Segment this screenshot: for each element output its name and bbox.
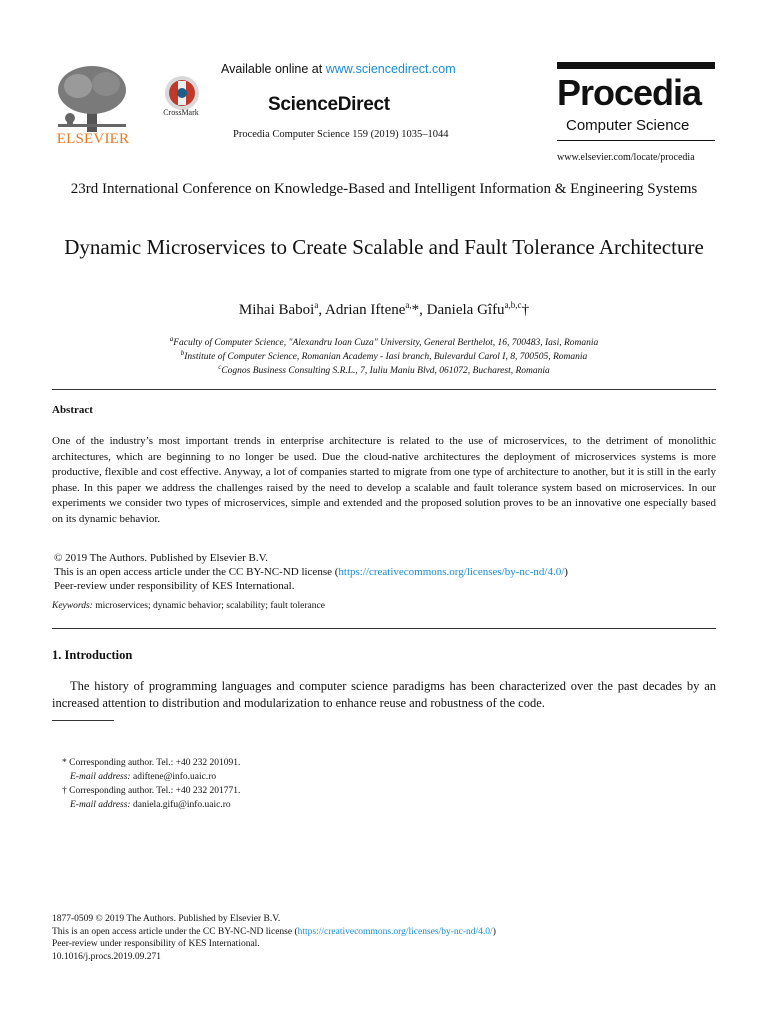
peer-review-line: Peer-review under responsibility of KES International. (54, 580, 295, 592)
license-suffix: ) (492, 926, 496, 937)
keywords-value: microservices; dynamic behavior; scalability; fault tolerance (92, 601, 325, 611)
publication-info (52, 913, 496, 963)
footnote-email-2 (70, 799, 231, 811)
license-prefix: This is an open access article under the CC BY-NC-ND license ( (52, 926, 298, 937)
keywords-line (52, 601, 325, 611)
email-value[interactable]: adiftene@info.uaic.ro (130, 772, 217, 782)
affiliation-text: Cognos Business Consulting S.R.L., 7, Iuliu Maniu Blvd, 061072, Bucharest, Romania (221, 366, 550, 377)
affiliation-sup: b (180, 349, 185, 357)
journal-name: Procedia (557, 72, 702, 113)
affiliation-text: Faculty of Computer Science, "Alexandru Ioan Cuza" University, General Berthelot, 16, 700483, Iasi, Romania (173, 338, 599, 349)
author-affil-sup: a,b,c (504, 300, 522, 310)
bottom-peer-review: Peer-review under responsibility of KES International. (52, 939, 260, 949)
footnote-corresponding-2: † Corresponding author. Tel.: +40 232 201771. (62, 786, 241, 796)
sciencedirect-wordmark: ScienceDirect (268, 94, 390, 115)
affiliation-text: Institute of Computer Science, Romanian Academy - Iasi branch, Bulevardul Carol I, 8, 700505, Romania (184, 352, 588, 363)
license-line (54, 565, 718, 579)
paper-title: Dynamic Microservices to Create Scalable and Fault Tolerance Architecture (64, 235, 704, 259)
author-list: Mihai Baboi$^a$, Adrian Iftene$^{a,}$*, Daniela Gîfu$^{a,b,c}$† (238, 300, 530, 318)
email-label: E-mail address: (70, 772, 131, 782)
affiliation (50, 363, 718, 376)
author-mark: † (521, 302, 530, 318)
author-affil-sup: a (314, 300, 319, 310)
footnote-divider (52, 720, 114, 721)
affiliation (50, 349, 718, 362)
issn-line: 1877-0509 © 2019 The Authors. Published by Elsevier B.V. (52, 914, 281, 924)
journal-reference: Procedia Computer Science 159 (2019) 1035–1044 (233, 129, 449, 140)
journal-url[interactable]: www.elsevier.com/locate/procedia (557, 152, 695, 163)
email-value[interactable]: daniela.gifu@info.uaic.ro (130, 800, 231, 810)
journal-divider (557, 140, 715, 141)
author-affil-sup: a, (405, 300, 412, 310)
intro-body: The history of programming languages and computer science paradigms has been characterized over the past decades by an increased attention to distribution and modularization to enhance reuse and robustness of the code. (52, 679, 716, 710)
available-prefix: Available online at (221, 62, 326, 76)
sciencedirect-link[interactable]: www.sciencedirect.com (325, 62, 456, 76)
bottom-license-link[interactable]: https://creativecommons.org/licenses/by-nc-nd/4.0/ (297, 926, 493, 937)
keywords-label: Keywords: (52, 601, 93, 611)
footnote-email-1 (70, 771, 216, 783)
abstract-heading: Abstract (52, 404, 93, 416)
section-divider (52, 389, 716, 390)
crossmark-label: CrossMark (163, 108, 199, 117)
footnote-corresponding-1: * Corresponding author. Tel.: +40 232 201091. (62, 758, 241, 768)
author-mark: * (411, 302, 420, 318)
affiliation-sup: a (169, 335, 174, 343)
doi[interactable]: 10.1016/j.procs.2019.09.271 (52, 951, 161, 962)
available-online (221, 62, 481, 76)
copyright-line: © 2019 The Authors. Published by Elsevier B.V. (54, 552, 268, 564)
journal-subtitle: Computer Science (566, 117, 690, 134)
license-link[interactable]: https://creativecommons.org/licenses/by-nc-nd/4.0/ (338, 566, 565, 578)
conference-name: 23rd International Conference on Knowledge-Based and Intelligent Information & Engineering Systems (70, 181, 698, 197)
email-label: E-mail address: (70, 800, 131, 810)
affiliation-sup: c (218, 363, 222, 371)
abstract-body: One of the industry’s most important trends in enterprise architecture is related to the use of microservices, to the detriment of monolithic architectures, which are beginning to no longer be used. Due the cloud-native architectures the deployment of microservices systems is more productive, flexible and cost effective. Anyway, a lot of companies started to migrate from one type of architecture to another, but it is still in the early phase. In this paper we address the challenges raised by the need to develop a scalable and fault tolerance system based on microservices. In our experiments we consider two types of microservices, simple and extended and the proposed solution proves to be an innovative one especially based on its dynamic behavior. (52, 435, 716, 525)
license-suffix: ) (564, 566, 568, 578)
author-name: Daniela Gîfu (426, 302, 505, 318)
copyright-block (54, 551, 718, 593)
publisher-wordmark: ELSEVIER (56, 131, 130, 147)
author-name: Mihai Baboi (238, 302, 315, 318)
license-prefix: This is an open access article under the CC BY-NC-ND license ( (54, 566, 339, 578)
author-name: Adrian Iftene (325, 302, 406, 318)
affiliation (50, 335, 718, 348)
intro-heading: 1. Introduction (52, 648, 133, 662)
section-divider (52, 628, 716, 629)
bottom-license-line (52, 926, 496, 939)
